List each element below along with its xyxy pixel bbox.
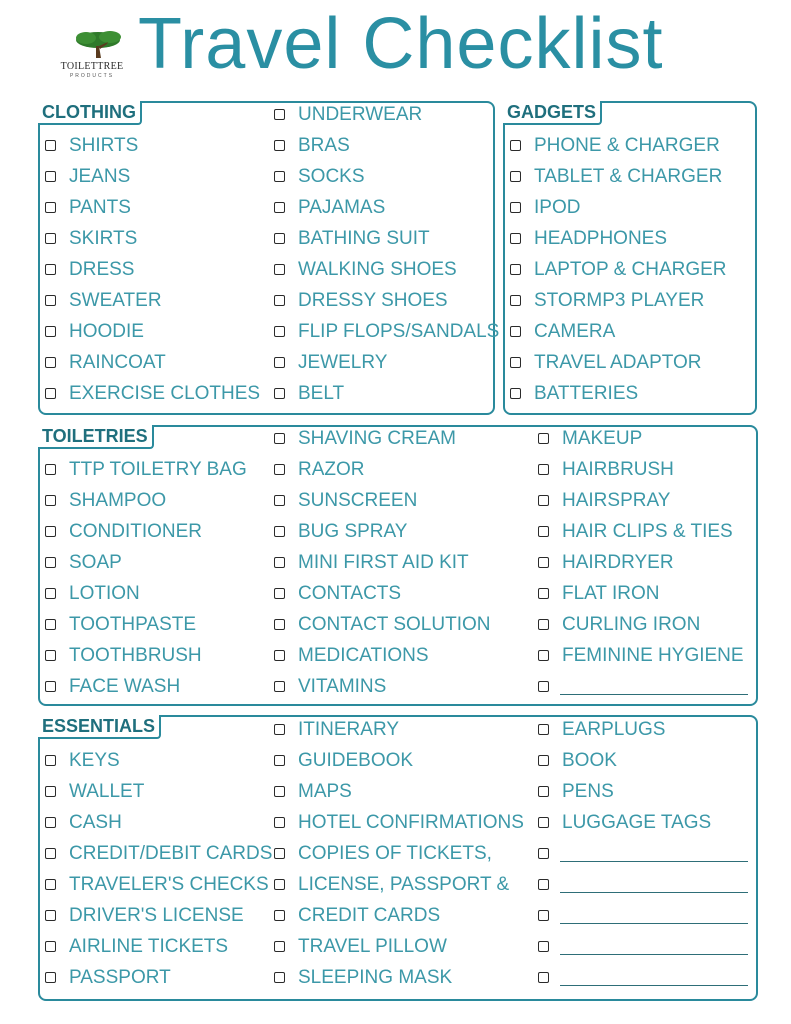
checklist-item-label: LOTION bbox=[69, 583, 140, 604]
checklist-item-label: FLAT IRON bbox=[562, 583, 660, 604]
checkbox[interactable] bbox=[45, 233, 56, 244]
checklist-item-label: JEWELRY bbox=[298, 352, 388, 373]
checkbox[interactable] bbox=[538, 817, 549, 828]
checkbox[interactable] bbox=[274, 233, 285, 244]
checkbox[interactable] bbox=[45, 357, 56, 368]
checklist-item-label: HAIR CLIPS & TIES bbox=[562, 521, 733, 542]
checklist-item-label: WALKING SHOES bbox=[298, 259, 457, 280]
checkbox[interactable] bbox=[538, 972, 549, 983]
checkbox[interactable] bbox=[510, 140, 521, 151]
checkbox[interactable] bbox=[45, 619, 56, 630]
checklist-item-label: CURLING IRON bbox=[562, 614, 701, 635]
checkbox[interactable] bbox=[538, 464, 549, 475]
checkbox[interactable] bbox=[510, 357, 521, 368]
checklist-item-label: HOODIE bbox=[69, 321, 144, 342]
checkbox[interactable] bbox=[45, 910, 56, 921]
checkbox[interactable] bbox=[538, 433, 549, 444]
checklist-item-label: BATHING SUIT bbox=[298, 228, 430, 249]
checklist-item-label: HAIRSPRAY bbox=[562, 490, 671, 511]
checkbox[interactable] bbox=[510, 233, 521, 244]
checklist-item-label: EARPLUGS bbox=[562, 719, 666, 740]
checkbox[interactable] bbox=[274, 650, 285, 661]
checkbox[interactable] bbox=[538, 650, 549, 661]
checkbox[interactable] bbox=[510, 388, 521, 399]
checklist-item-label: CONDITIONER bbox=[69, 521, 202, 542]
checkbox[interactable] bbox=[274, 557, 285, 568]
checklist-item-label: BRAS bbox=[298, 135, 350, 156]
section-title-toiletries: TOILETRIES bbox=[38, 425, 154, 449]
checkbox[interactable] bbox=[538, 526, 549, 537]
checklist-item-label: PHONE & CHARGER bbox=[534, 135, 720, 156]
checkbox[interactable] bbox=[538, 879, 549, 890]
checkbox[interactable] bbox=[274, 817, 285, 828]
checklist-item-label: BELT bbox=[298, 383, 345, 404]
checkbox[interactable] bbox=[538, 755, 549, 766]
checkbox[interactable] bbox=[510, 326, 521, 337]
checkbox[interactable] bbox=[274, 879, 285, 890]
checklist-item-label: FACE WASH bbox=[69, 676, 181, 697]
checkbox[interactable] bbox=[274, 972, 285, 983]
checkbox[interactable] bbox=[45, 295, 56, 306]
checkbox[interactable] bbox=[538, 941, 549, 952]
checkbox[interactable] bbox=[510, 264, 521, 275]
blank-write-in-line[interactable] bbox=[560, 892, 748, 893]
checklist-item-label: AIRLINE TICKETS bbox=[69, 936, 229, 957]
checklist-item-label: PASSPORT bbox=[69, 967, 171, 988]
checklist-item-label: COPIES OF TICKETS, bbox=[298, 843, 492, 864]
checkbox[interactable] bbox=[538, 557, 549, 568]
checkbox[interactable] bbox=[274, 941, 285, 952]
checklist-item-label: KEYS bbox=[69, 750, 120, 771]
checkbox[interactable] bbox=[274, 910, 285, 921]
checklist-item-label: SHAMPOO bbox=[69, 490, 167, 511]
checklist-item-label: SHIRTS bbox=[69, 135, 139, 156]
checkbox[interactable] bbox=[45, 848, 56, 859]
checklist-item-label: SWEATER bbox=[69, 290, 162, 311]
checklist-item-label: DRIVER'S LICENSE bbox=[69, 905, 244, 926]
checklist-item-label: CONTACTS bbox=[298, 583, 402, 604]
checklist-item-label: SHAVING CREAM bbox=[298, 428, 457, 449]
checkbox[interactable] bbox=[45, 171, 56, 182]
checklist-item-label: SUNSCREEN bbox=[298, 490, 418, 511]
checkbox[interactable] bbox=[274, 202, 285, 213]
checkbox[interactable] bbox=[45, 264, 56, 275]
checklist-item-label: BOOK bbox=[562, 750, 617, 771]
checkbox[interactable] bbox=[45, 941, 56, 952]
brand-name: TOILETTREE bbox=[60, 61, 124, 72]
checklist-item-label: DRESS bbox=[69, 259, 135, 280]
checklist-item-label: SOCKS bbox=[298, 166, 365, 187]
section-title-gadgets: GADGETS bbox=[503, 101, 602, 125]
checklist-item-label: TTP TOILETRY BAG bbox=[69, 459, 247, 480]
checklist-item-label: LAPTOP & CHARGER bbox=[534, 259, 727, 280]
checklist-item-label: MEDICATIONS bbox=[298, 645, 429, 666]
checkbox[interactable] bbox=[538, 910, 549, 921]
checkbox[interactable] bbox=[510, 171, 521, 182]
checklist-item-label: WALLET bbox=[69, 781, 145, 802]
checklist-item-label: TRAVEL ADAPTOR bbox=[534, 352, 702, 373]
checkbox[interactable] bbox=[274, 724, 285, 735]
checkbox[interactable] bbox=[538, 588, 549, 599]
checkbox[interactable] bbox=[45, 817, 56, 828]
checklist-item-label: CONTACT SOLUTION bbox=[298, 614, 491, 635]
section-title-clothing: CLOTHING bbox=[38, 101, 142, 125]
checklist-item-label: HAIRDRYER bbox=[562, 552, 674, 573]
blank-write-in-line[interactable] bbox=[560, 954, 748, 955]
checkbox[interactable] bbox=[274, 495, 285, 506]
checklist-item-label: TRAVEL PILLOW bbox=[298, 936, 447, 957]
checkbox[interactable] bbox=[538, 786, 549, 797]
checklist-item-label: CAMERA bbox=[534, 321, 616, 342]
checkbox[interactable] bbox=[274, 588, 285, 599]
checkbox[interactable] bbox=[274, 109, 285, 120]
checklist-item-label: ITINERARY bbox=[298, 719, 400, 740]
checklist-item-label: PAJAMAS bbox=[298, 197, 386, 218]
checkbox[interactable] bbox=[274, 171, 285, 182]
checklist-item-label: TABLET & CHARGER bbox=[534, 166, 723, 187]
checklist-item-label: SLEEPING MASK bbox=[298, 967, 453, 988]
checkbox[interactable] bbox=[274, 357, 285, 368]
checklist-item-label: HEADPHONES bbox=[534, 228, 668, 249]
checklist-item-label: FLIP FLOPS/SANDALS bbox=[298, 321, 500, 342]
checklist-item-label: RAINCOAT bbox=[69, 352, 166, 373]
checkbox[interactable] bbox=[45, 755, 56, 766]
checkbox[interactable] bbox=[510, 295, 521, 306]
checkbox[interactable] bbox=[274, 295, 285, 306]
checklist-item-label: IPOD bbox=[534, 197, 581, 218]
checklist-item-label: TOOTHBRUSH bbox=[69, 645, 202, 666]
checklist-item-label: CREDIT/DEBIT CARDS bbox=[69, 843, 273, 864]
checkbox[interactable] bbox=[45, 140, 56, 151]
checklist-item-label: TOOTHPASTE bbox=[69, 614, 197, 635]
checkbox[interactable] bbox=[274, 848, 285, 859]
checklist-item-label: SKIRTS bbox=[69, 228, 138, 249]
checkbox[interactable] bbox=[538, 619, 549, 630]
checkbox[interactable] bbox=[45, 681, 56, 692]
checklist-item-label: LICENSE, PASSPORT & bbox=[298, 874, 510, 895]
checkbox[interactable] bbox=[45, 326, 56, 337]
section-title-essentials: ESSENTIALS bbox=[38, 715, 161, 739]
checkbox[interactable] bbox=[538, 724, 549, 735]
checklist-item-label: CREDIT CARDS bbox=[298, 905, 441, 926]
checkbox[interactable] bbox=[274, 526, 285, 537]
checklist-item-label: HOTEL CONFIRMATIONS bbox=[298, 812, 524, 833]
page-title: Travel Checklist bbox=[138, 4, 664, 84]
checklist-item-label: MAKEUP bbox=[562, 428, 643, 449]
checkbox[interactable] bbox=[45, 879, 56, 890]
blank-write-in-line[interactable] bbox=[560, 923, 748, 924]
checkbox[interactable] bbox=[45, 388, 56, 399]
checkbox[interactable] bbox=[510, 202, 521, 213]
checklist-item-label: SOAP bbox=[69, 552, 122, 573]
checkbox[interactable] bbox=[45, 786, 56, 797]
checkbox[interactable] bbox=[45, 972, 56, 983]
checkbox[interactable] bbox=[274, 681, 285, 692]
checkbox[interactable] bbox=[45, 588, 56, 599]
checklist-item-label: VITAMINS bbox=[298, 676, 387, 697]
checkbox[interactable] bbox=[538, 681, 549, 692]
checkbox[interactable] bbox=[274, 619, 285, 630]
checklist-item-label: GUIDEBOOK bbox=[298, 750, 414, 771]
blank-write-in-line[interactable] bbox=[560, 861, 748, 862]
checklist-item-label: PANTS bbox=[69, 197, 131, 218]
checklist-item-label: BATTERIES bbox=[534, 383, 639, 404]
checklist-item-label: MINI FIRST AID KIT bbox=[298, 552, 469, 573]
checklist-item-label: FEMININE HYGIENE bbox=[562, 645, 744, 666]
checkbox[interactable] bbox=[538, 495, 549, 506]
checkbox[interactable] bbox=[274, 326, 285, 337]
checkbox[interactable] bbox=[538, 848, 549, 859]
checklist-item-label: MAPS bbox=[298, 781, 352, 802]
checklist-item-label: HAIRBRUSH bbox=[562, 459, 674, 480]
checkbox[interactable] bbox=[274, 755, 285, 766]
checkbox[interactable] bbox=[274, 388, 285, 399]
checkbox[interactable] bbox=[45, 495, 56, 506]
checklist-item-label: EXERCISE CLOTHES bbox=[69, 383, 261, 404]
checkbox[interactable] bbox=[274, 433, 285, 444]
checklist-item-label: DRESSY SHOES bbox=[298, 290, 448, 311]
checkbox[interactable] bbox=[45, 557, 56, 568]
checklist-item-label: LUGGAGE TAGS bbox=[562, 812, 712, 833]
checklist-item-label: BUG SPRAY bbox=[298, 521, 408, 542]
checklist-item-label: UNDERWEAR bbox=[298, 104, 423, 125]
checklist-item-label: PENS bbox=[562, 781, 614, 802]
checkbox[interactable] bbox=[274, 140, 285, 151]
checklist-item-label: STORMP3 PLAYER bbox=[534, 290, 705, 311]
checklist-item-label: JEANS bbox=[69, 166, 131, 187]
brand-sub: PRODUCTS bbox=[69, 73, 115, 79]
checkbox[interactable] bbox=[45, 650, 56, 661]
blank-write-in-line[interactable] bbox=[560, 985, 748, 986]
checklist-item-label: RAZOR bbox=[298, 459, 365, 480]
checkbox[interactable] bbox=[45, 202, 56, 213]
checklist-item-label: CASH bbox=[69, 812, 122, 833]
checkbox[interactable] bbox=[274, 264, 285, 275]
checkbox[interactable] bbox=[45, 464, 56, 475]
checklist-item-label: TRAVELER'S CHECKS bbox=[69, 874, 269, 895]
checkbox[interactable] bbox=[45, 526, 56, 537]
blank-write-in-line[interactable] bbox=[560, 694, 748, 695]
checkbox[interactable] bbox=[274, 464, 285, 475]
checkbox[interactable] bbox=[274, 786, 285, 797]
